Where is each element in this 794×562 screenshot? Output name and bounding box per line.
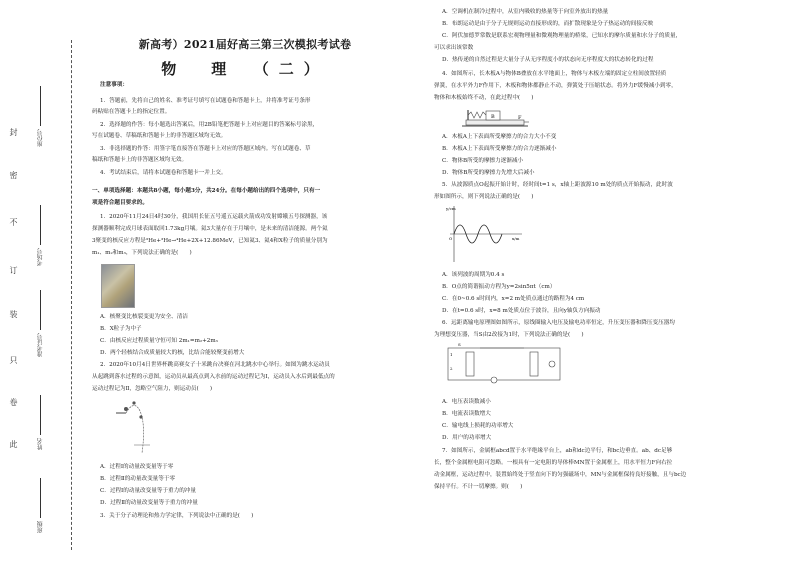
q1-option: A．核聚变比核裂变更为安全、清洁 (100, 314, 188, 320)
q1-option: C．由核反应过程质量守恒可知 2m₁=m₂+2m₃ (100, 338, 218, 344)
note-line: 2．选择题的作答：每小题选出答案后，用2B铅笔把答题卡上对应题目的答案标号涂黑， (100, 122, 319, 128)
wave-y-axis-label: y/cm (446, 206, 456, 211)
q6-option: D．用户的功率增大 (442, 435, 492, 441)
note-line: 4．考试结束后，请将本试题卷和答题卡一并上交。 (100, 170, 227, 176)
q1-line: 探测器顺利完成月球表面取回1.73kg月壤。氦3大量存在于月壤中，是未来的清洁能源。两个氦 (92, 226, 328, 232)
binding-char: 卷 (9, 398, 18, 406)
q4-line: 4．如图所示，长木板A与物体B叠放在水平地面上，物体与木板左端的固定立柱间放置轻质 (442, 71, 667, 77)
q3-option: D．热传递的自然过程是大量分子从无序程度小的状态向无序程度大的状态转化的过程 (442, 57, 654, 63)
q3-line: 3．关于分子动理论和热力学定律，下列说法中正确的是( ) (100, 513, 254, 519)
wave-x-axis-label: x/m (512, 236, 520, 241)
q3-option: C．阿伏加德罗常数是联系宏观物理量和微观物理量的桥梁，已知水的摩尔质量和水分子的质量， (442, 33, 682, 39)
q1-line: 3聚变的核反应方程是³He+³He→⁴He+2X+12.86MeV，已知氦3、氦4和X粒子的质量分别为 (92, 238, 328, 244)
switch-s-label: S (458, 342, 461, 347)
q4-option: B．木板A上下表面所受摩擦力的合力逐渐减小 (442, 146, 557, 152)
q6-line: 6．远距离输电原理图如图所示，原线圈输入电压及输电功率恒定，升压变压器和降压变压器均 (442, 320, 675, 326)
block-b-label: B (491, 114, 495, 120)
q5-option: B．O点的简谐振动方程为y=2sin5πt（cm） (442, 284, 556, 290)
binding-margin (0, 0, 82, 562)
lunar-probe-photo (101, 264, 135, 308)
q7-line: 长，整个金属框电阻可忽略。一根具有一定电阻的导体棒MN置于金属框上，用水平恒力F向右拉 (434, 460, 673, 466)
q5-line: 5．从波源质点O起振开始计时，经时间t=1 s，x轴上距波源10 m处的质点开始振动，此时波 (442, 182, 673, 188)
force-f-label: F (518, 115, 522, 121)
q5-option: C．在0~0.6 s时间内，x=2 m处质点通过的路程为4 cm (442, 296, 585, 302)
section-title: 一、单项选择题：本题共8小题，每小题3分，共24分。在每小题给出的四个选项中，只有一 (92, 188, 321, 194)
q1-option: D．两个轻核结合成质量较大的核，比结合能较聚变前增大 (100, 350, 245, 356)
seat-number-field[interactable] (36, 86, 45, 147)
q7-line: 保持平行。不计一切摩擦。则( ) (434, 484, 523, 490)
switch-pos-2-label: 2 (450, 366, 453, 371)
spring-block-diagram (460, 104, 530, 130)
q2-line: 运动过程记为Ⅱ，忽略空气阻力，则运动员( ) (92, 386, 213, 392)
q2-option: C．过程Ⅰ的动量改变量等于重力的冲量 (100, 488, 196, 494)
q4-option: A．木板A上下表面所受摩擦力的合力大小不变 (442, 134, 557, 140)
q4-option: C．物体B所受的摩擦力逐渐减小 (442, 158, 524, 164)
diver-diagram (112, 395, 152, 457)
q4-line: 物体和木板始终不动，在此过程中( ) (434, 95, 534, 101)
q7-line: 7．如图所示，金属框abcd置于水平绝缘平台上，ab和dc边平行，和bc边垂直。ab、dc足够 (442, 448, 673, 454)
note-line: 1．答题前，先将自己的姓名、准考证号填写在试题卷和答题卡上，并将准考证号条形 (100, 98, 311, 104)
q2-line: 从起跳到落水过程的示意图，运动员从最高点到入水前的运动过程记为Ⅰ，运动员入水后到最低点的 (92, 374, 335, 380)
q6-option: C．输电线上损耗的功率增大 (442, 423, 514, 429)
transformer-circuit-diagram (444, 340, 564, 390)
q6-option: B．电流表读数增大 (442, 411, 491, 417)
q5-option: D．在t=0.6 s时，x=8 m处质点位于波谷，且向y轴负方向振动 (442, 308, 601, 314)
section-title-cont: 项是符合题目要求的。 (92, 200, 148, 206)
binding-char: 装 (9, 310, 18, 318)
q2-option: A．过程Ⅰ的动量改变量等于零 (100, 464, 174, 470)
q4-line: 弹簧，在水平外力F作用下，木板和物体都静止不动，弹簧处于压缩状态。将外力F缓慢减小到零， (434, 83, 677, 89)
binding-dashed-line (71, 40, 72, 550)
note-line: 稿纸和答题卡上的非答题区域均无效。 (92, 157, 188, 163)
q6-line: 为理想变压器，当S由2改接为1时，下列说法正确的是( ) (434, 332, 584, 338)
q2-option: B．过程Ⅱ的动量改变量等于零 (100, 476, 176, 482)
name-field[interactable] (36, 395, 45, 450)
switch-pos-1-label: 1 (450, 352, 453, 357)
q3-option-cont: 可以求出该常数 (434, 45, 474, 51)
exam-room-field[interactable] (36, 205, 45, 266)
q5-line: 形如图所示，则下列说法正确的是( ) (434, 194, 534, 200)
binding-char: 封 (9, 128, 18, 136)
class-label: 班级 (37, 521, 44, 533)
exam-title: 新高考）2021届好高三第三次模拟考试卷 (138, 38, 352, 51)
name-label: 姓名 (37, 438, 44, 450)
wave-graph (444, 202, 526, 266)
exam-room-label: 考场号 (37, 248, 44, 266)
binding-char: 密 (9, 171, 18, 179)
q5-option: A．该列波的周期为0.4 s (442, 272, 505, 278)
binding-char: 订 (9, 266, 18, 274)
notes-title: 注意事项： (100, 82, 128, 88)
q7-line: 动金属框，运动过程中，装置始终处于竖直向下的匀强磁场中，MN与金属框保持良好接触，且与bc边 (434, 472, 687, 478)
q3-option: A．空调机在制冷过程中，从室内吸收的热量等于向室外放出的热量 (442, 9, 609, 15)
wave-origin-label: O (449, 236, 453, 241)
binding-char: 不 (9, 218, 18, 226)
subject-title: 物 理 （二） (161, 60, 329, 78)
q2-line: 2．2020年10月4日世界杯跳高赛女子十米跳台决赛在河北跳水中心举行。如图为跳水运动员 (100, 362, 330, 368)
seat-number-label: 座位号 (37, 129, 44, 147)
ticket-number-label: 准考证号 (37, 333, 44, 357)
binding-char: 只 (9, 356, 18, 364)
q4-option: D．物体B所受的摩擦力先增大后减小 (442, 170, 535, 176)
q2-option: D．过程Ⅱ的动量改变量等于重力的冲量 (100, 500, 198, 506)
binding-char: 此 (9, 440, 18, 448)
ticket-number-field[interactable] (36, 290, 45, 357)
note-line: 码粘贴在答题卡上的指定位置。 (92, 109, 171, 115)
q1-option: B．X粒子为中子 (100, 326, 142, 332)
q3-option: B．布朗运动是由于分子无规则运动直接形成的，而扩散现象是分子热运动的间接反映 (442, 21, 654, 27)
q1-line: 1．2020年11月24日4时30分，我国用长征五号遥五运载火箭成功发射嫦娥五号探测器，该 (100, 214, 328, 220)
note-line: 写在试题卷、草稿纸和答题卡上的非答题区域均无效。 (92, 133, 227, 139)
class-field[interactable] (36, 478, 45, 533)
q6-option: A．电压表读数减小 (442, 399, 491, 405)
note-line: 3．非选择题的作答：用签字笔直接答在答题卡上对应的答题区域内。写在试题卷、草 (100, 146, 311, 152)
q1-line: m₁、m₂和m₃，下列说法正确的是( ) (92, 250, 192, 256)
